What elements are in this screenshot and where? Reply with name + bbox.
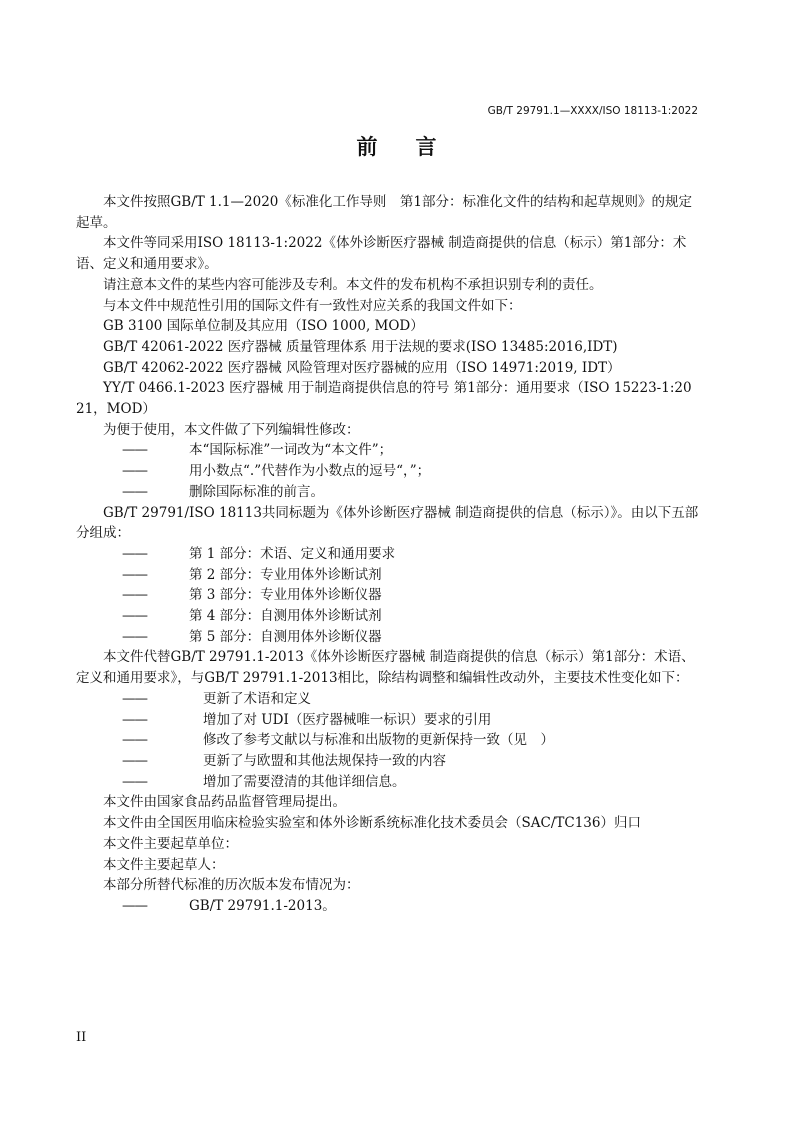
dash-marker: —— (122, 897, 147, 914)
list-item (76, 544, 700, 565)
list-item (76, 730, 700, 751)
list-item (76, 896, 700, 917)
dash-marker: —— (122, 463, 147, 480)
page-number: II (76, 1030, 87, 1045)
list-item (76, 751, 700, 772)
list-item-text: 增加了对 UDI（医疗器械唯一标识）要求的引用 (203, 711, 492, 728)
list-item (76, 772, 700, 793)
list-item-text: 删除国际标准的前言。 (189, 483, 324, 500)
list-item-text: 第 4 部分：自测用体外诊断试剂 (189, 608, 382, 625)
paragraph-adoption: 本文件等同采用ISO 18113-1:2022《体外诊断医疗器械 制造商提供的信息（标示）第1部分：术语、定义和通用要求》。 (76, 235, 687, 273)
paragraph-patent-notice: 请注意本文件的某些内容可能涉及专利。本文件的发布机构不承担识别专利的责任。 (103, 276, 603, 293)
dash-marker: —— (122, 690, 147, 707)
list-item (76, 689, 700, 710)
dash-marker: —— (122, 752, 147, 769)
reference-item: GB/T 42062-2022 医疗器械 风险管理对医疗器械的应用（ISO 14971:2019, IDT） (103, 359, 621, 376)
paragraph-committee: 本文件由全国医用临床检验实验室和体外诊断系统标准化技术委员会（SAC/TC136）归口 (103, 815, 641, 832)
paragraph-editorial-intro: 为便于使用，本文件做了下列编辑性修改： (103, 421, 360, 438)
paragraph-proposer: 本文件由国家食品药品监督管理局提出。 (103, 794, 346, 811)
paragraph-reference-intro: 与本文件中规范性引用的国际文件有一致性对应关系的我国文件如下： (103, 297, 522, 314)
list-item-text: 第 2 部分：专业用体外诊断试剂 (189, 566, 382, 583)
title-char-2: 言 (415, 135, 437, 159)
list-item (76, 606, 700, 627)
standard-code: GB/T 29791.1—XXXX/ISO 18113-1:2022 (487, 105, 698, 117)
list-item-text: 用小数点“.”代替作为小数点的逗号“，”； (189, 463, 431, 480)
dash-marker: —— (122, 732, 147, 749)
dash-marker: —— (122, 711, 147, 728)
title-char-1: 前 (356, 135, 378, 159)
dash-marker: —— (122, 483, 147, 500)
reference-item: GB 3100 国际单位制及其应用（ISO 1000, MOD） (103, 318, 424, 335)
reference-item: YY/T 0466.1-2023 医疗器械 用于制造商提供信息的符号 第1部分：通用要求（ISO 15223-1:2021，MOD） (76, 380, 692, 418)
dash-marker: —— (122, 587, 147, 604)
list-item-text: GB/T 29791.1-2013。 (189, 897, 336, 914)
list-item (76, 627, 700, 648)
list-item-text: 第 3 部分：专业用体外诊断仪器 (189, 587, 382, 604)
dash-marker: —— (122, 566, 147, 583)
dash-marker: —— (122, 628, 147, 645)
dash-marker: —— (122, 608, 147, 625)
list-item-text: 增加了需要澄清的其他详细信息。 (203, 773, 406, 790)
paragraph-history-intro: 本部分所替代标准的历次版本发布情况为： (103, 877, 360, 894)
list-item (76, 710, 700, 731)
list-item (76, 440, 700, 461)
paragraph-drafting-rules: 本文件按照GB/T 1.1—2020《标准化工作导则 第1部分：标准化文件的结构和起草规则》的规定起草。 (76, 194, 692, 231)
list-item-text: 更新了与欧盟和其他法规保持一致的内容 (203, 752, 446, 769)
list-item (76, 461, 700, 482)
list-item-text: 修改了参考文献以与标准和出版物的更新保持一致（见 ） (203, 732, 554, 749)
dash-marker: —— (122, 442, 147, 459)
dash-marker: —— (122, 773, 147, 790)
list-item (76, 482, 700, 503)
paragraph-series-title: GB/T 29791/ISO 18113共同标题为《体外诊断医疗器械 制造商提供的信息（标示）》。由以下五部分组成： (76, 504, 699, 542)
paragraph-drafters: 本文件主要起草人： (103, 856, 225, 873)
list-item-text: 第 5 部分：自测用体外诊断仪器 (189, 628, 382, 645)
dash-marker: —— (122, 545, 147, 562)
page-title (0, 131, 793, 161)
foreword-body (76, 192, 700, 917)
reference-item: GB/T 42061-2022 医疗器械 质量管理体系 用于法规的要求(ISO 13485:2016,IDT) (103, 338, 618, 355)
list-item-text: 本“国际标准”一词改为“本文件”； (189, 442, 393, 459)
paragraph-replacement: 本文件代替GB/T 29791.1-2013《体外诊断医疗器械 制造商提供的信息（标示）第1部分：术语、定义和通用要求》，与GB/T 29791.1-2013相比，除结构调整和编辑性改动外，主要技术性变化如下： (76, 649, 695, 687)
list-item-text: 更新了术语和定义 (203, 690, 311, 707)
list-item-text: 第 1 部分：术语、定义和通用要求 (189, 545, 396, 562)
list-item (76, 585, 700, 606)
paragraph-drafting-units: 本文件主要起草单位： (103, 835, 238, 852)
list-item (76, 565, 700, 586)
